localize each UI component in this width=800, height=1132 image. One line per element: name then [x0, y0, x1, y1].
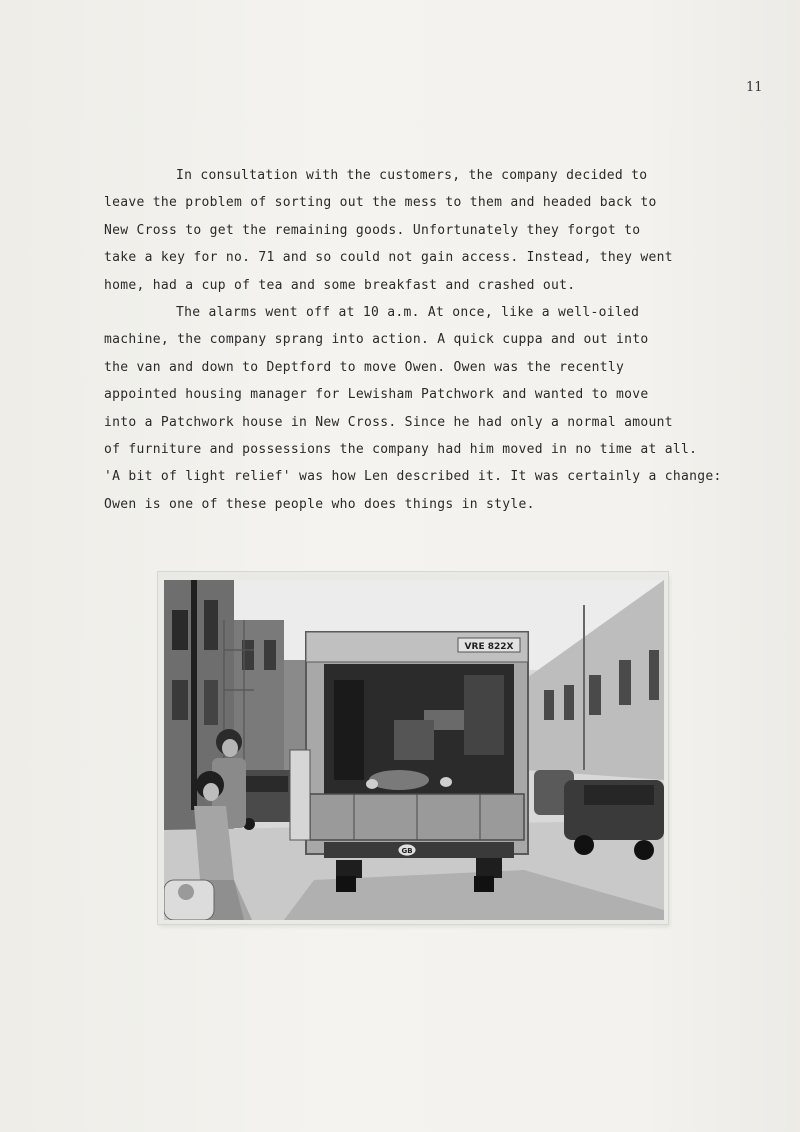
paragraph-2-line-4: appointed housing manager for Lewisham Patchwork and wanted to move — [104, 387, 649, 403]
page-number: 11 — [746, 80, 763, 95]
gb-badge-text: GB — [401, 847, 413, 855]
paragraph-2-line-2: machine, the company sprang into action. A quick cuppa and out into — [104, 332, 649, 348]
paragraph-2-line-1: The alarms went off at 10 a.m. At once, like a well-oiled — [176, 304, 640, 320]
paragraph-2-line-6: of furniture and possessions the company had him moved in no time at all. — [104, 441, 698, 457]
van-plate-text: VRE 822X — [464, 642, 514, 652]
paragraph-1-line-2: leave the problem of sorting out the mess to them and headed back to — [104, 195, 657, 211]
photograph — [164, 580, 664, 920]
photo-mount — [158, 572, 668, 924]
street-van-photo — [164, 580, 664, 920]
paragraph-2-line-8: Owen is one of these people who does things in style. — [104, 496, 535, 512]
paragraph-1-line-1: In consultation with the customers, the company decided to — [176, 168, 648, 183]
paragraph-1-line-3: New Cross to get the remaining goods. Unfortunately they forgot to — [104, 222, 641, 238]
paragraph-2-line-3: the van and down to Deptford to move Owen. Owen was the recently — [104, 359, 625, 375]
paragraph-1-line-4: take a key for no. 71 and so could not gain access. Instead, they went — [104, 250, 673, 266]
paragraph-2-line-5: into a Patchwork house in New Cross. Since he had only a normal amount — [104, 414, 673, 430]
paragraph-2-line-7: 'A bit of light relief' was how Len described it. It was certainly a change: — [104, 469, 722, 485]
paragraph-1-line-5: home, had a cup of tea and some breakfast and crashed out. — [104, 277, 576, 293]
body-text — [104, 162, 744, 518]
